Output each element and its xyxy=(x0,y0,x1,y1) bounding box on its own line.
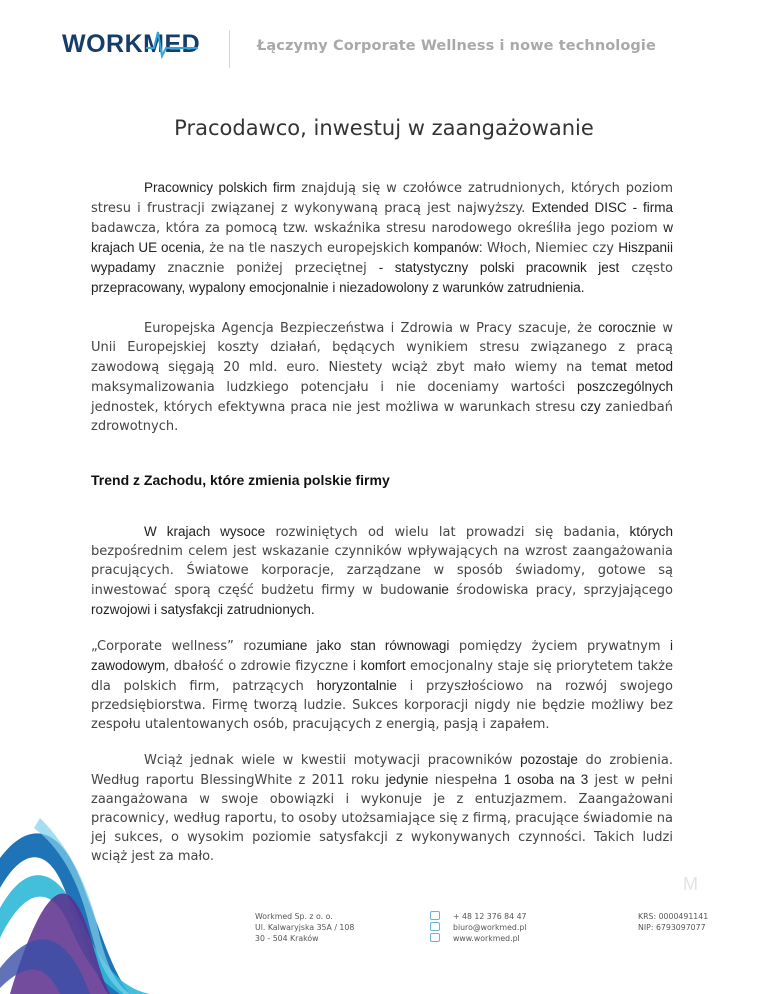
emphasis: mat metod xyxy=(604,359,674,374)
nip-number: NIP: 6793097077 xyxy=(638,923,706,932)
decorative-ribbon-graphic xyxy=(0,818,240,994)
emphasis: czy xyxy=(580,399,601,414)
emphasis: jedynie xyxy=(385,772,429,787)
watermark-logo-mark: M xyxy=(683,874,698,894)
logo-text-m: M xyxy=(143,30,165,58)
text: „Corporate wellness” roz xyxy=(91,639,264,654)
article-body xyxy=(91,178,673,866)
section-heading: Trend z Zachodu, które zmienia polskie firmy xyxy=(91,472,390,488)
header-tagline: Łączymy Corporate Wellness i nowe technologie xyxy=(257,38,656,54)
text: niespełna xyxy=(428,773,504,788)
emphasis: umiane jako stan równowagi xyxy=(263,638,450,653)
company-street: Ul. Kalwaryjska 35A / 108 xyxy=(255,923,355,932)
text: i przyszłościowo na rozwój swojego przedsiębiorstwa. Firmę tworzą ludzie. Sukces korporacji nigdy nie będzie możliwy bez zespołu utalentowanych osób, pracujących z energią, pasją i zapałem. xyxy=(91,679,673,732)
text: w Unii Europejskiej koszty działań, będących wynikiem stresu związanego z pracą zawodową sięgają 20 mld. euro. Niestety wciąż zbyt mało wiemy na te xyxy=(91,321,673,375)
paragraph-3 xyxy=(91,522,673,620)
emphasis: kompanów: xyxy=(413,240,483,255)
email-address: biuro@workmed.pl xyxy=(453,923,527,932)
text: Europejska Agencja Bezpieczeństwa i Zdrowia w Pracy szacuje, że xyxy=(144,321,599,336)
emphasis: anie xyxy=(423,582,449,597)
text: znacznie poniżej przeciętnej xyxy=(155,261,379,276)
emphasis: poszczególnych xyxy=(576,379,673,394)
paragraph-2 xyxy=(91,318,673,436)
emphasis: Extended DISC - firma xyxy=(531,200,673,215)
text: Wciąż jednak wiele w kwestii motywacji pracowników xyxy=(144,753,521,768)
company-name: Workmed Sp. z o. o. xyxy=(255,912,333,921)
paragraph-1 xyxy=(91,178,673,298)
text: emocjonalny staje się priorytetem także dla polskich firm, patrzących xyxy=(91,659,673,694)
web-icon xyxy=(430,933,440,942)
emphasis: i zawodowym xyxy=(91,638,673,673)
emphasis: Hiszpanii wypadamy xyxy=(91,240,673,275)
emphasis: pozostaje xyxy=(520,752,578,767)
emphasis: - statystyczny polski pracownik jest xyxy=(378,260,620,275)
text: często xyxy=(619,261,673,276)
text: do zrobienia. Według raportu BlessingWhite z 2011 roku xyxy=(91,753,673,788)
text: , dbałość o zdrowie fizyczne i xyxy=(165,659,361,674)
paragraph-4 xyxy=(91,636,673,734)
workmed-logo xyxy=(62,30,200,59)
emphasis: Pracownicy polskich firm xyxy=(144,180,296,195)
text: zaniedbań zdrowotnych. xyxy=(91,400,674,434)
page-title: Pracodawco, inwestuj w zaangażowanie xyxy=(174,116,594,140)
phone-number: + 48 12 376 84 47 xyxy=(453,912,527,921)
text: rozwiniętych od wielu lat prowadzi się badania xyxy=(265,525,616,540)
company-address xyxy=(255,911,354,944)
emphasis: corocznie xyxy=(598,320,657,335)
mail-icon xyxy=(430,922,440,931)
text: znajdują się w czołówce zatrudnionych, których poziom stresu i frustracji związanej z wykonywaną pracą jest najwyższy. xyxy=(91,181,673,216)
text: pomiędzy życiem prywatnym xyxy=(449,639,670,654)
text: środowiska pracy, sprzyjającego xyxy=(448,583,673,598)
logo-text-work: WORK xyxy=(62,30,144,58)
krs-number: KRS: 0000491141 xyxy=(638,912,709,921)
text: badawcza, która za pomocą tzw. wskaźnika stresu narodowego określiła jego poziom xyxy=(91,221,664,236)
text: bezpośrednim celem jest wskazanie czynników wpływających na wzrost zaangażowania pracujących. Światowe korporacje, zarządzane w sposób świadomy, gotowe są inwestować sporą część budżetu firmy w budow xyxy=(91,544,673,598)
logo-text-ed: ED xyxy=(164,30,201,58)
emphasis: horyzontalnie xyxy=(316,678,397,693)
website-url: www.workmed.pl xyxy=(453,934,520,943)
page-header xyxy=(0,0,768,90)
text: Włoch, Niemiec czy xyxy=(482,241,619,256)
contact-info xyxy=(453,911,527,944)
text: jednostek, których efektywna praca nie jest możliwa w warunkach stresu xyxy=(91,400,581,415)
company-city: 30 - 504 Kraków xyxy=(255,934,319,943)
emphasis: W krajach wysoce xyxy=(144,524,266,539)
text: jest w pełni zaangażowana w swoje obowiązki i wykonuje je z entuzjazmem. Zaangażowani pracownicy, według raportu, to osoby utożsamiające się z firmą, pracujące świadomie na jej sukces, o wysokim poziomie satysfakcji z wykonywanych czynności. Takich ludzi wciąż jest za mało. xyxy=(91,773,673,864)
phone-icon xyxy=(430,911,440,920)
emphasis: rozwojowi i satysfakcji zatrudnionych. xyxy=(91,602,315,617)
contact-icons xyxy=(430,911,444,944)
emphasis: , których xyxy=(615,524,674,539)
page-footer xyxy=(0,818,768,994)
emphasis: komfort xyxy=(360,658,406,673)
emphasis: 1 osoba na 3 xyxy=(503,772,589,787)
emphasis: w krajach UE ocenia xyxy=(91,220,673,255)
text: , że na tle naszych europejskich xyxy=(200,241,414,256)
emphasis: przepracowany, wypalony emocjonalnie i niezadowolony z warunków zatrudnienia. xyxy=(91,280,585,295)
company-registration xyxy=(638,911,708,933)
header-divider xyxy=(229,30,230,68)
text: maksymalizowania ludzkiego potencjału i nie doceniamy wartości xyxy=(91,380,577,395)
